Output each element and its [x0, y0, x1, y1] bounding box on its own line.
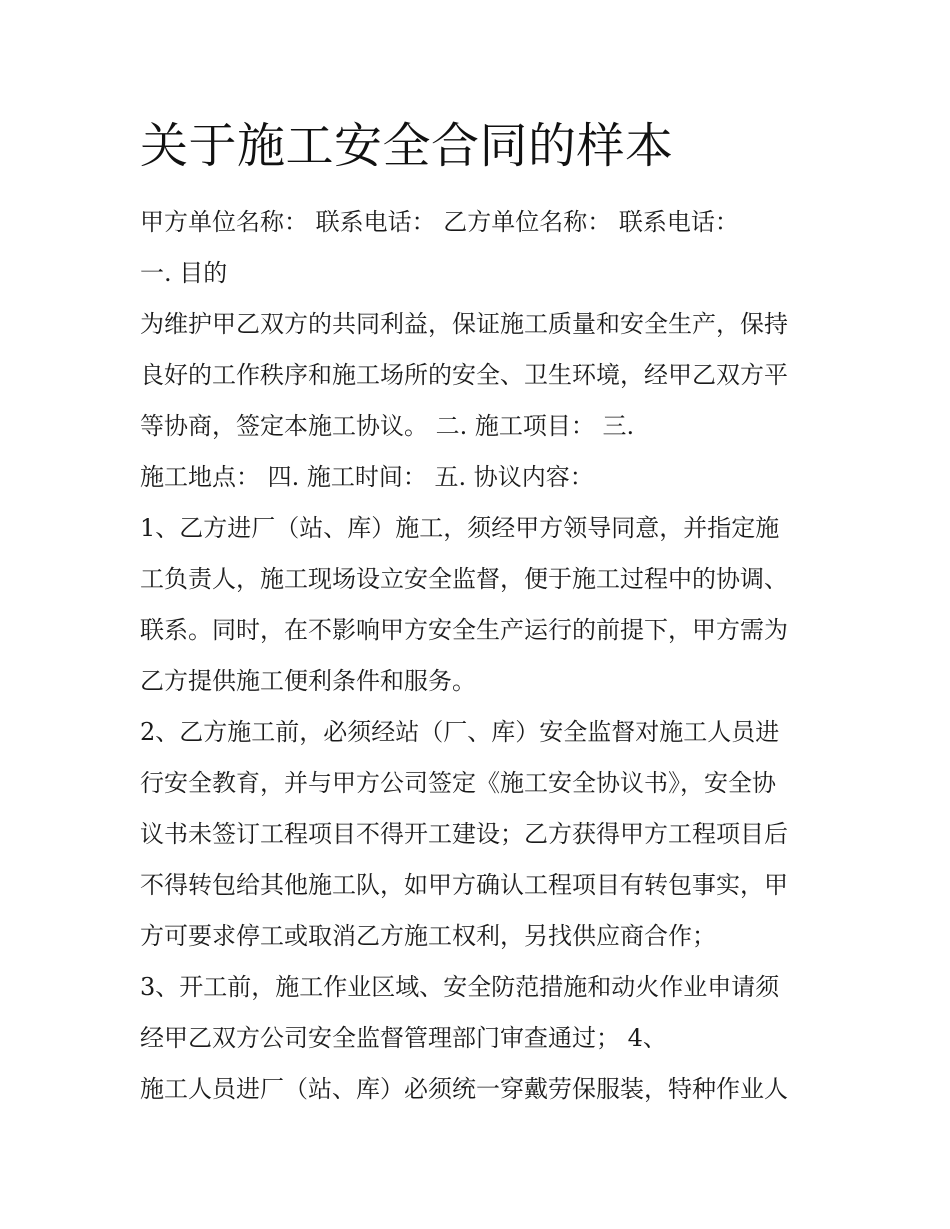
clause-line: 联系。同时，在不影响甲方安全生产运行的前提下，甲方需为 [140, 616, 788, 644]
clause-line: 施工人员进厂（站、库）必须统一穿戴劳保服装，特种作业人 [140, 1075, 788, 1103]
paragraph-line: 为维护甲乙双方的共同利益，保证施工质量和安全生产，保持 [140, 310, 788, 338]
clause-line: 工负责人，施工现场设立安全监督，便于施工过程中的协调、 [140, 565, 788, 593]
section-heading-purpose: 一. 目的 [140, 259, 228, 287]
clause-line: 2、乙方施工前，必须经站（厂、库）安全监督对施工人员进 [140, 718, 780, 746]
clause-line: 行安全教育，并与甲方公司签定《施工安全协议书》，安全协 [140, 769, 776, 797]
clause-line: 乙方提供施工便利条件和服务。 [140, 667, 476, 695]
clause-line: 议书未签订工程项目不得开工建设；乙方获得甲方工程项目后 [140, 820, 788, 848]
clause-line: 经甲乙双方公司安全监督管理部门审查通过； 4、 [140, 1024, 667, 1052]
clause-line: 1、乙方进厂（站、库）施工，须经甲方领导同意，并指定施 [140, 514, 780, 542]
clause-line: 方可要求停工或取消乙方施工权利，另找供应商合作； [140, 922, 716, 950]
paragraph-line: 等协商，签定本施工协议。 二. 施工项目： 三. [140, 412, 635, 440]
clause-line: 不得转包给其他施工队，如甲方确认工程项目有转包事实，甲 [140, 871, 788, 899]
document-title: 关于施工安全合同的样本 [140, 118, 674, 174]
paragraph-line: 施工地点： 四. 施工时间： 五. 协议内容： [140, 463, 594, 491]
paragraph-line: 良好的工作秩序和施工场所的安全、卫生环境，经甲乙双方平 [140, 361, 788, 389]
party-info-line: 甲方单位名称： 联系电话： 乙方单位名称： 联系电话： [140, 208, 739, 236]
clause-line: 3、开工前，施工作业区域、安全防范措施和动火作业申请须 [140, 973, 780, 1001]
